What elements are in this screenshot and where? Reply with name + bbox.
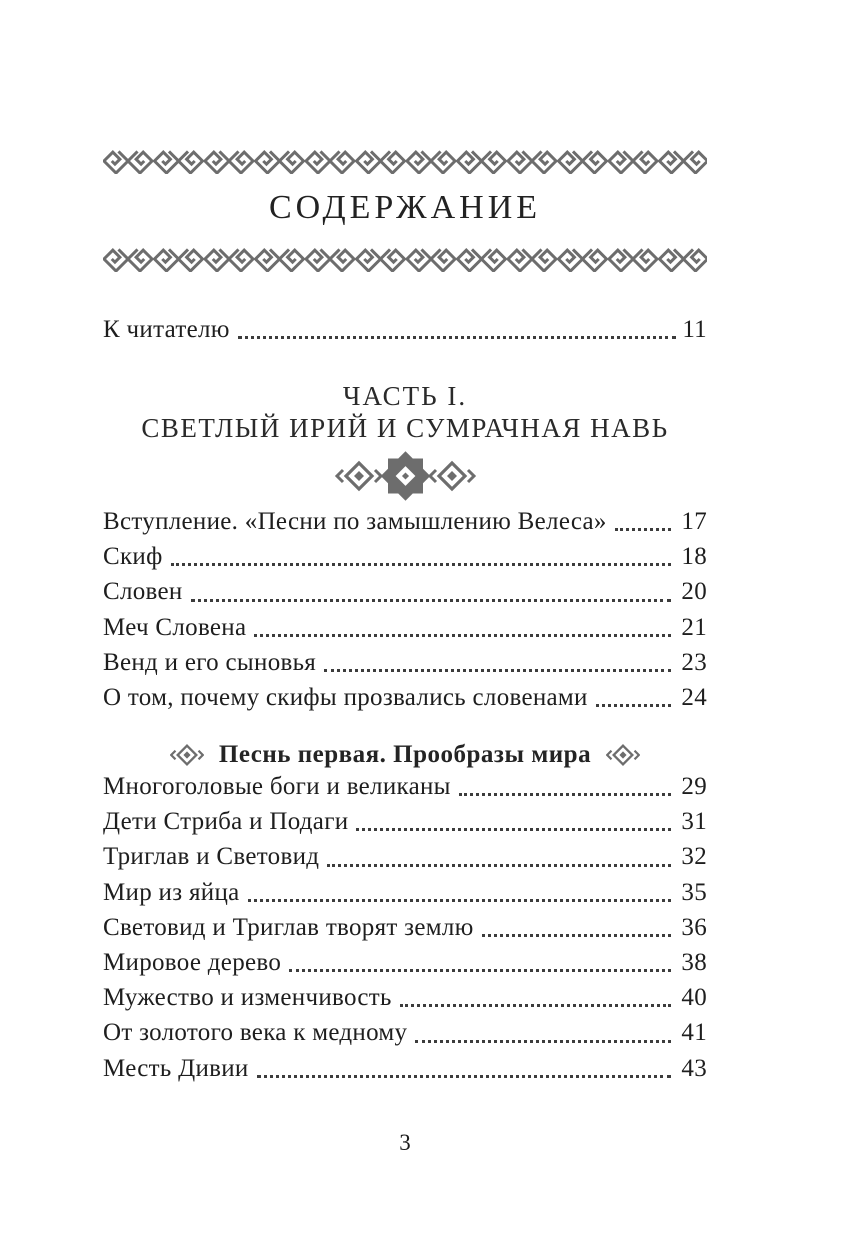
toc-entry-page: 40	[681, 984, 707, 1012]
dot-leader	[415, 1040, 671, 1043]
toc-entry-label: О том, почему скифы прозвались словенами	[103, 683, 588, 711]
toc-entry-page: 21	[681, 613, 707, 641]
dot-leader	[482, 934, 671, 937]
dot-leader	[171, 563, 671, 566]
toc-entry-label: Мужество и изменчивость	[103, 984, 392, 1012]
toc-row	[103, 769, 707, 804]
folio-page-number: 3	[399, 1130, 411, 1155]
toc-song-list	[103, 769, 707, 1086]
diamond-knot-icon	[606, 741, 640, 769]
dot-leader	[324, 669, 671, 672]
toc-entry-page: 20	[681, 578, 707, 606]
toc-entry-page: 17	[681, 508, 707, 535]
toc-row	[103, 875, 707, 910]
song-section-title: Песнь первая. Прообразы мира	[218, 741, 592, 768]
toc-entry-label: Словен	[103, 578, 183, 606]
toc-entry-page: 29	[681, 773, 707, 800]
toc-entry-page: 18	[681, 543, 707, 571]
ornament-row	[103, 450, 707, 502]
toc-entry-label: Меч Словена	[103, 613, 247, 641]
part-kicker: ЧАСТЬ I.	[342, 381, 468, 411]
toc-entry-label: Триглав и Световид	[103, 843, 320, 871]
dot-leader	[459, 793, 671, 796]
page-title: СОДЕРЖАНИЕ	[268, 189, 542, 226]
toc-entry-page: 36	[681, 913, 707, 941]
dot-leader	[596, 704, 671, 707]
toc-entry-page: 38	[681, 948, 707, 976]
toc-entry-page: 31	[681, 808, 707, 836]
dot-leader	[254, 634, 671, 637]
dot-leader	[191, 599, 671, 602]
dot-leader	[257, 1075, 671, 1078]
toc-row	[103, 839, 707, 874]
star-rosette-icon	[333, 450, 478, 502]
toc-row	[103, 980, 707, 1015]
dot-leader	[238, 336, 676, 339]
toc-row	[103, 945, 707, 980]
toc-row	[103, 1051, 707, 1086]
toc-entry-page: 35	[681, 878, 707, 906]
toc-entry-label: Многоголовые боги и великаны	[103, 773, 451, 800]
toc-row	[103, 804, 707, 839]
dot-leader	[327, 864, 671, 867]
dot-leader	[615, 528, 671, 531]
toc-entry-page: 24	[681, 683, 707, 711]
toc-entry-label: Мировое дерево	[103, 948, 282, 976]
toc-entry-label: Дети Стриба и Подаги	[103, 808, 349, 836]
toc-row	[103, 1015, 707, 1050]
toc-row	[103, 910, 707, 945]
toc-entry-page: 23	[681, 648, 707, 676]
toc-entry-label: Месть Дивии	[103, 1054, 249, 1082]
toc-intro-list	[103, 504, 707, 715]
toc-entry-label: Мир из яйца	[103, 878, 240, 906]
toc-page	[103, 0, 707, 1241]
dot-leader	[248, 899, 671, 902]
meander-border-icon	[103, 246, 707, 272]
meander-border-icon	[103, 148, 707, 174]
toc-entry-page: 41	[681, 1019, 707, 1047]
toc-entry-label: От золотого века к медному	[103, 1019, 408, 1047]
toc-entry-page: 43	[681, 1054, 707, 1082]
toc-row	[103, 645, 707, 680]
toc-row	[103, 610, 707, 645]
toc-row	[103, 504, 707, 539]
dot-leader	[356, 828, 671, 831]
toc-entry-label: Венд и его сыновья	[103, 648, 317, 676]
toc-row	[103, 312, 707, 347]
toc-row	[103, 539, 707, 574]
part-title: СВЕТЛЫЙ ИРИЙ И СУМРАЧНАЯ НАВЬ	[141, 413, 669, 443]
toc-entry-label: Световид и Триглав творят землю	[103, 913, 474, 941]
dot-leader	[289, 969, 671, 972]
toc-row	[103, 574, 707, 609]
diamond-knot-icon	[170, 741, 204, 769]
toc-entry-page: 32	[681, 843, 707, 871]
toc-entry-label: Вступление. «Песни по замышлению Велеса»	[103, 508, 607, 535]
toc-entry-label: Скиф	[103, 543, 163, 571]
toc-row	[103, 680, 707, 715]
toc-entry-page: 11	[682, 316, 707, 343]
toc-entry-label: К читателю	[103, 316, 230, 343]
dot-leader	[400, 1004, 671, 1007]
